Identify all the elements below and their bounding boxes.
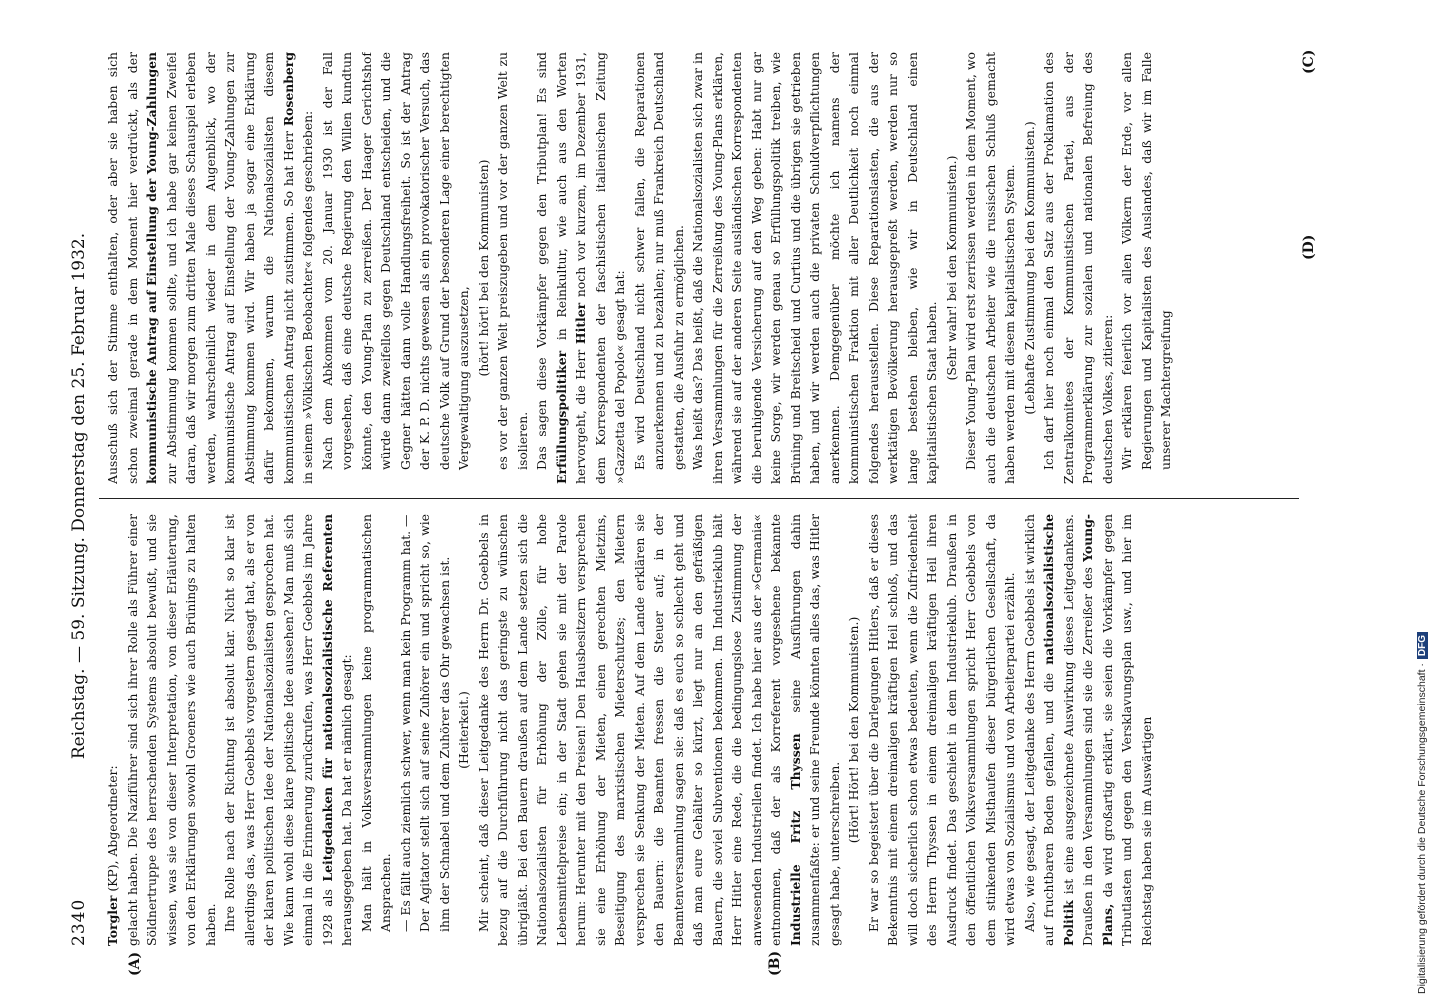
emphasis: nationalsozialistische Politik [1041, 514, 1076, 946]
interjection: (Sehr wahr! bei den Kommunisten.) [943, 155, 959, 381]
emphasis: Industrielle Fritz Thyssen [787, 733, 803, 946]
paragraph [220, 514, 357, 946]
page-header [67, 46, 93, 946]
interjection: (Lebhafte Zustimmung bei den Kommunisten.) [1021, 121, 1037, 415]
margin-mark-a: (A) [127, 951, 143, 976]
quote: Wir erklären feierlich vor allen Völkern der Erde, vor allen Regierungen und Kapitalisten des Auslandes, daß wir im Falle unserer Machtergreifung [1119, 52, 1173, 470]
emphasis: Leitgedanken für nationalsozialistische Referenten [319, 514, 335, 882]
column-divider [99, 498, 1299, 499]
interjection: (Hört! Hört! bei den Kommunisten.) [846, 616, 861, 844]
digitization-text: Digitalisierung gefördert durch die Deutsche Forschungsgemeinschaft · [1416, 663, 1428, 994]
margin-mark-c: (C) [1301, 49, 1317, 74]
page-number: 2340 [69, 898, 89, 946]
paragraph [1020, 514, 1157, 946]
emphasis: Hitler [573, 302, 588, 345]
paragraph [103, 52, 318, 484]
paragraph: Ich darf hier noch einmal den Satz aus der Proklamation des Zentralkomitees der Kommunistischen Partei, aus der Programmerklärung zur sozialen und nationalen Befreiung des deutschen Volkes, zitieren: [1041, 52, 1115, 484]
digitization-note [1416, 14, 1432, 994]
page-header-title [69, 46, 89, 946]
quote: Nach dem Abkommen vom 20. Januar 1930 ist der Fall vorgesehen, daß eine deutsche Regierung den Willen kundtun könnte, den Young-Plan zu zerreißen. Der Haager Gerichtshof würde dann zweifellos gegen Deutschland entscheiden, und die Gegner hätten dann volle Handlungsfreiheit. So ist der Antrag der K. P. D. nichts gewesen als ein provokatorischer Versuch, das deutsche Volk auf Grund der besonderen Lage einer berechtigten Vergewaltigung auszusetzen, [319, 52, 471, 470]
speaker-note: (KP), Abgeordneter: [105, 765, 120, 892]
emphasis: Young-Plans, [1080, 514, 1115, 946]
quote: — Es fällt auch ziemlich schwer, wenn man kein Programm hat. — [397, 514, 413, 932]
text-run: ist eine ausgezeichnete Auswirkung dieses Leitgedankens. Draußen in den Versammlungen sind sie die Zerreißer des [1060, 514, 1095, 946]
text-run: da wird großartig erklärt, sie seien die Vorkämpfer gegen Tributlasten und gegen den Versklavungsplan usw., und hier im Reichstag haben sie im Auswärtigen [1099, 514, 1154, 946]
text-run: Mir scheint, daß dieser Leitgedanke des Herrn Dr. Goebbels in bezug auf die Durchführung nicht das geringste zu wünschen übrigläßt. Bei den Bauern draußen auf dem Lande setzen sich die Nationalsozialisten für Erhöhung der Zölle, für hohe Lebensmittelpreise ein; in der Stadt gehen sie mit der Parole herum: Herunter mit den Preisen! Den Hausbesitzern versprechen sie eine Erhöhung der Mieten, einen gerechten Mietzins, Beseitigung des marxistischen Mieterschutzes; den Mietern versprechen sie Senkung der Mieten. Auf dem Lande erklären sie den Bauern: die Beamten fressen die Steuer auf; in der Beamtenversammlung sagen sie: daß es euch so schlecht geht und daß man eure Gehälter so kürzt, liegt nur an den gefräßigen Bauern, die soviel Subventionen bekommen. Im Industrieklub hält Herr Hitler eine Rede, die die bedingungslose Zustimmung der anwesenden Industriellen findet. Ich habe hier aus der »Germania« entnommen, daß der als Korreferent vorgesehene bekannte [475, 514, 783, 946]
right-column [103, 52, 1303, 484]
speaker-name: Torgler [105, 895, 120, 946]
paragraph [474, 514, 845, 946]
text-run: Ausschuß sich der Stimme enthalten, oder aber sie haben sich schon zweimal gerade in dem Moment hier verdrückt, als der [105, 52, 140, 484]
text-run: Ihre Rolle nach der Richtung ist absolut klar. Nicht so klar ist allerdings das, was Herr Goebbels vorgestern gesagt hat, als er von der klaren politischen Idee der Nationalsozialisten gesprochen hat. Wie kann wohl diese klare politische Idee aussehen? Man muß sich einmal in die Erinnerung zurückrufen, was Herr Goebbels im Jahre 1928 als [222, 514, 335, 946]
paragraph: gelacht haben. Die Naziführer sind sich ihrer Rolle als Führer einer Söldnertruppe des herrschenden Systems absolut bewußt, und sie wissen, was sie von dieser Interpretation, von dieser Erläuterung, von den Erklärungen sowohl Groeners wie auch Brünings zu halten haben. [124, 514, 218, 946]
speaker-line [103, 514, 123, 946]
dfg-logo: DFG [1417, 632, 1428, 659]
text-run: in Reinkultur, wie auch aus den Worten hervorgeht, die Herr [553, 52, 588, 484]
left-column [103, 514, 1303, 946]
text-run: herausgegeben hat. Da hat er nämlich gesagt: [339, 654, 354, 946]
quote: Es wird Deutschland nicht schwer fallen, die Reparationen anzuerkennen und zu bezahlen; nur muß Frankreich Deutschland gestatten, die Ausfuhr zu ermöglichen. [631, 52, 686, 470]
margin-mark-d: (D) [1301, 234, 1317, 260]
interjection: (hört! hört! bei den Kommunisten) [475, 159, 491, 377]
emphasis: Rosenberg [280, 52, 296, 127]
quote: Der Agitator stellt sich auf seine Zuhörer ein und spricht so, wie ihm der Schnabel und dem Zuhörer das Ohr gewachsen ist. [417, 514, 452, 932]
text-run: zur Abstimmung kommen sollte, und ich habe gar keinen Zweifel daran, daß wir morgen zum dritten Male dieses Schauspiel erleben werden, wahrscheinlich wieder in dem Augenblick, wo der kommunistische Antrag auf Einstellung der Young-Zahlungen zur Abstimmung kommen wird. Wir haben ja sogar eine Erklärung dafür bekommen, warum die Nationalsozialisten diesem kommunistischen Antrag nicht zustimmen. So hat Herr [163, 52, 296, 484]
paragraph: Dieser Young-Plan wird erst zerrissen werden in dem Moment, wo auch die deutschen Arbeiter wie die russischen Schluß gemacht haben werden mit diesem kapitalistischen System. [963, 52, 1017, 484]
text-run: noch vor kurzem, im Dezember 1931, dem Korrespondenten der faschistischen italienischen Zeitung »Gazzetta del Popolo« gesagt hat: [573, 52, 627, 484]
rotated-page [67, 46, 1327, 976]
emphasis: kommunistische Antrag auf Einstellung der Young-Zahlungen [144, 52, 159, 484]
text-run: Also, wie gesagt, der Leitgedanke des Herrn Goebbels ist wirklich auf fruchtbaren Boden gefallen, und die [1021, 514, 1056, 946]
paragraph [532, 52, 630, 484]
paragraph: Er war so begeistert über die Darlegungen Hitlers, daß er dieses Bekenntnis mit einem dreimaligen kräftigen Heil schloß, und das will doch sicherlich schon etwas bedeuten, wenn die Zufriedenheit des Herrn Thyssen in einem dreimaligen kräftigen Heil ihren Ausdruck findet. Das geschieht in dem Industrieklub. Draußen in den öffentlichen Volksversammlungen spricht Herr Goebbels von dem stinkenden Misthaufen dieser bürgerlichen Gesellschaft, da wird etwas von Sozialismus und von Arbeiterpartei erzählt. [865, 514, 1017, 946]
quote: Man hält in Volksversammlungen keine programmatischen Ansprachen. [358, 514, 393, 932]
header-title-text: Reichstag. — 59. Sitzung. Donnerstag den 25. Februar 1932. [69, 232, 89, 760]
text-run: seine Ausführungen dahin zusammenfaßte: er und seine Freunde könnten alles das, was Hitler gesagt habe, unterschreiben. [787, 514, 842, 946]
paragraph: Was heißt das? Das heißt, daß die Nationalsozialisten sich zwar in ihren Versammlungen für die Zerreißung des Young-Plans erklären, während sie auf der anderen Seite ausländischen Korrespondenten die beruhigende Versicherung auf den Weg geben: Habt nur gar keine Sorge, wir werden genau so Erfüllungspolitik treiben, wie Brüning und Breitscheid und Curtius und die übrigen sie getrieben haben, und wir werden auch die privaten Schuldverpflichtungen anerkennen. Demgegenüber möchte ich namens der kommunistischen Fraktion mit aller Deutlichkeit noch einmal folgendes herausstellen. Diese Reparationslasten, die aus der werktätigen Bevölkerung herausgepreßt werden, werden nur so lange bestehen bleiben, wie wir in Deutschland einen kapitalistischen Staat haben. [690, 52, 939, 484]
emphasis: Erfüllungspolitiker [553, 350, 569, 484]
quote: es vor der ganzen Welt preiszugeben und vor der ganzen Welt zu isolieren. [495, 52, 530, 470]
text-run: Das sagen diese Vorkämpfer gegen den Tributplan! Es sind [534, 52, 549, 470]
interjection: (Heiterkeit.) [456, 691, 471, 769]
text-run: in seinem »Völkischen Beobachter« folgendes geschrieben: [300, 110, 315, 484]
margin-mark-b: (B) [767, 950, 783, 976]
